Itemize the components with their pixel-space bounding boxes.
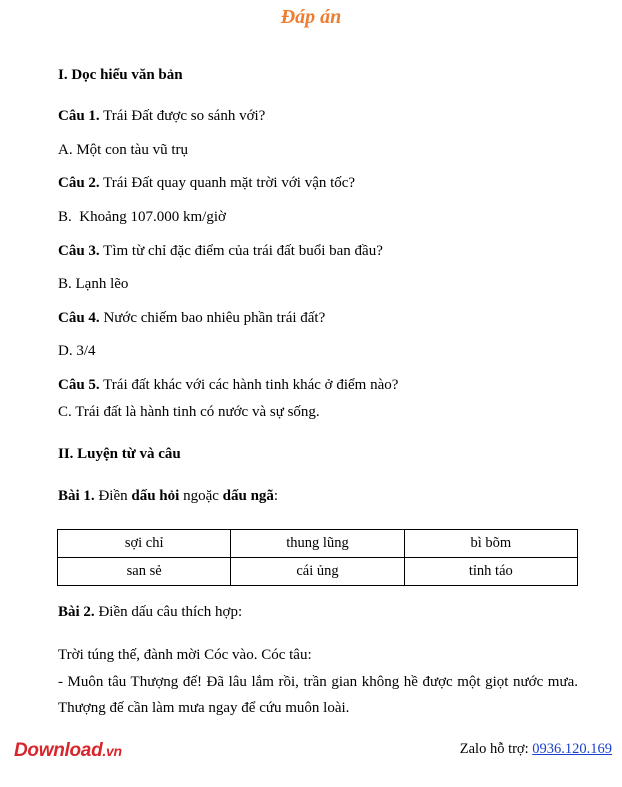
- table-cell: tỉnh táo: [404, 558, 577, 586]
- question-4: Câu 4. Nước chiếm bao nhiêu phần trái đất?: [58, 310, 326, 326]
- answers-table: [57, 529, 578, 586]
- question-5: Câu 5. Trái đất khác với các hành tinh khác ở điểm nào?: [58, 377, 399, 393]
- table-cell: thung lũng: [231, 530, 404, 558]
- answer-4: D. 3/4: [58, 343, 96, 359]
- table-cell: cái ủng: [231, 558, 404, 586]
- exercise-1-prompt: Bài 1. Điền dấu hỏi ngoặc dấu ngã:: [58, 488, 279, 504]
- table-row: [58, 558, 578, 586]
- story-line-1: Trời túng thế, đành mời Cóc vào. Cóc tâu:: [58, 647, 312, 663]
- zalo-phone-link[interactable]: 0936.120.169: [532, 741, 612, 757]
- story-paragraph: - Muôn tâu Thượng đế! Đã lâu lắm rồi, trần gian không hề được một giọt nước mưa. Thượng đế cần làm mưa ngay để cứu muôn loài.: [58, 674, 578, 716]
- page-title: Đáp án: [280, 6, 342, 28]
- zalo-support: Zalo hỗ trợ: 0936.120.169: [459, 741, 612, 757]
- table-cell: san sẻ: [58, 558, 231, 586]
- download-logo[interactable]: Download.vn: [14, 740, 122, 761]
- answer-1: A. Một con tàu vũ trụ: [58, 142, 188, 158]
- section-heading-1: I. Dọc hiểu văn bản: [58, 67, 183, 83]
- table-cell: sợi chỉ: [58, 530, 231, 558]
- question-2: Câu 2. Trái Đất quay quanh mặt trời với vận tốc?: [58, 175, 356, 191]
- exercise-2-prompt: Bài 2. Điền dấu câu thích hợp:: [58, 604, 243, 620]
- question-3: Câu 3. Tìm từ chỉ đặc điểm của trái đất buổi ban đầu?: [58, 243, 383, 259]
- section-heading-2: II. Luyện từ và câu: [58, 446, 181, 462]
- question-1: Câu 1. Trái Đất được so sánh với?: [58, 108, 266, 124]
- answer-5: C. Trái đất là hành tinh có nước và sự sống.: [58, 404, 320, 420]
- table-cell: bì bõm: [404, 530, 577, 558]
- answer-2: B. Khoảng 107.000 km/giờ: [58, 209, 226, 225]
- answer-3: B. Lạnh lẽo: [58, 276, 129, 292]
- table-row: [58, 530, 578, 558]
